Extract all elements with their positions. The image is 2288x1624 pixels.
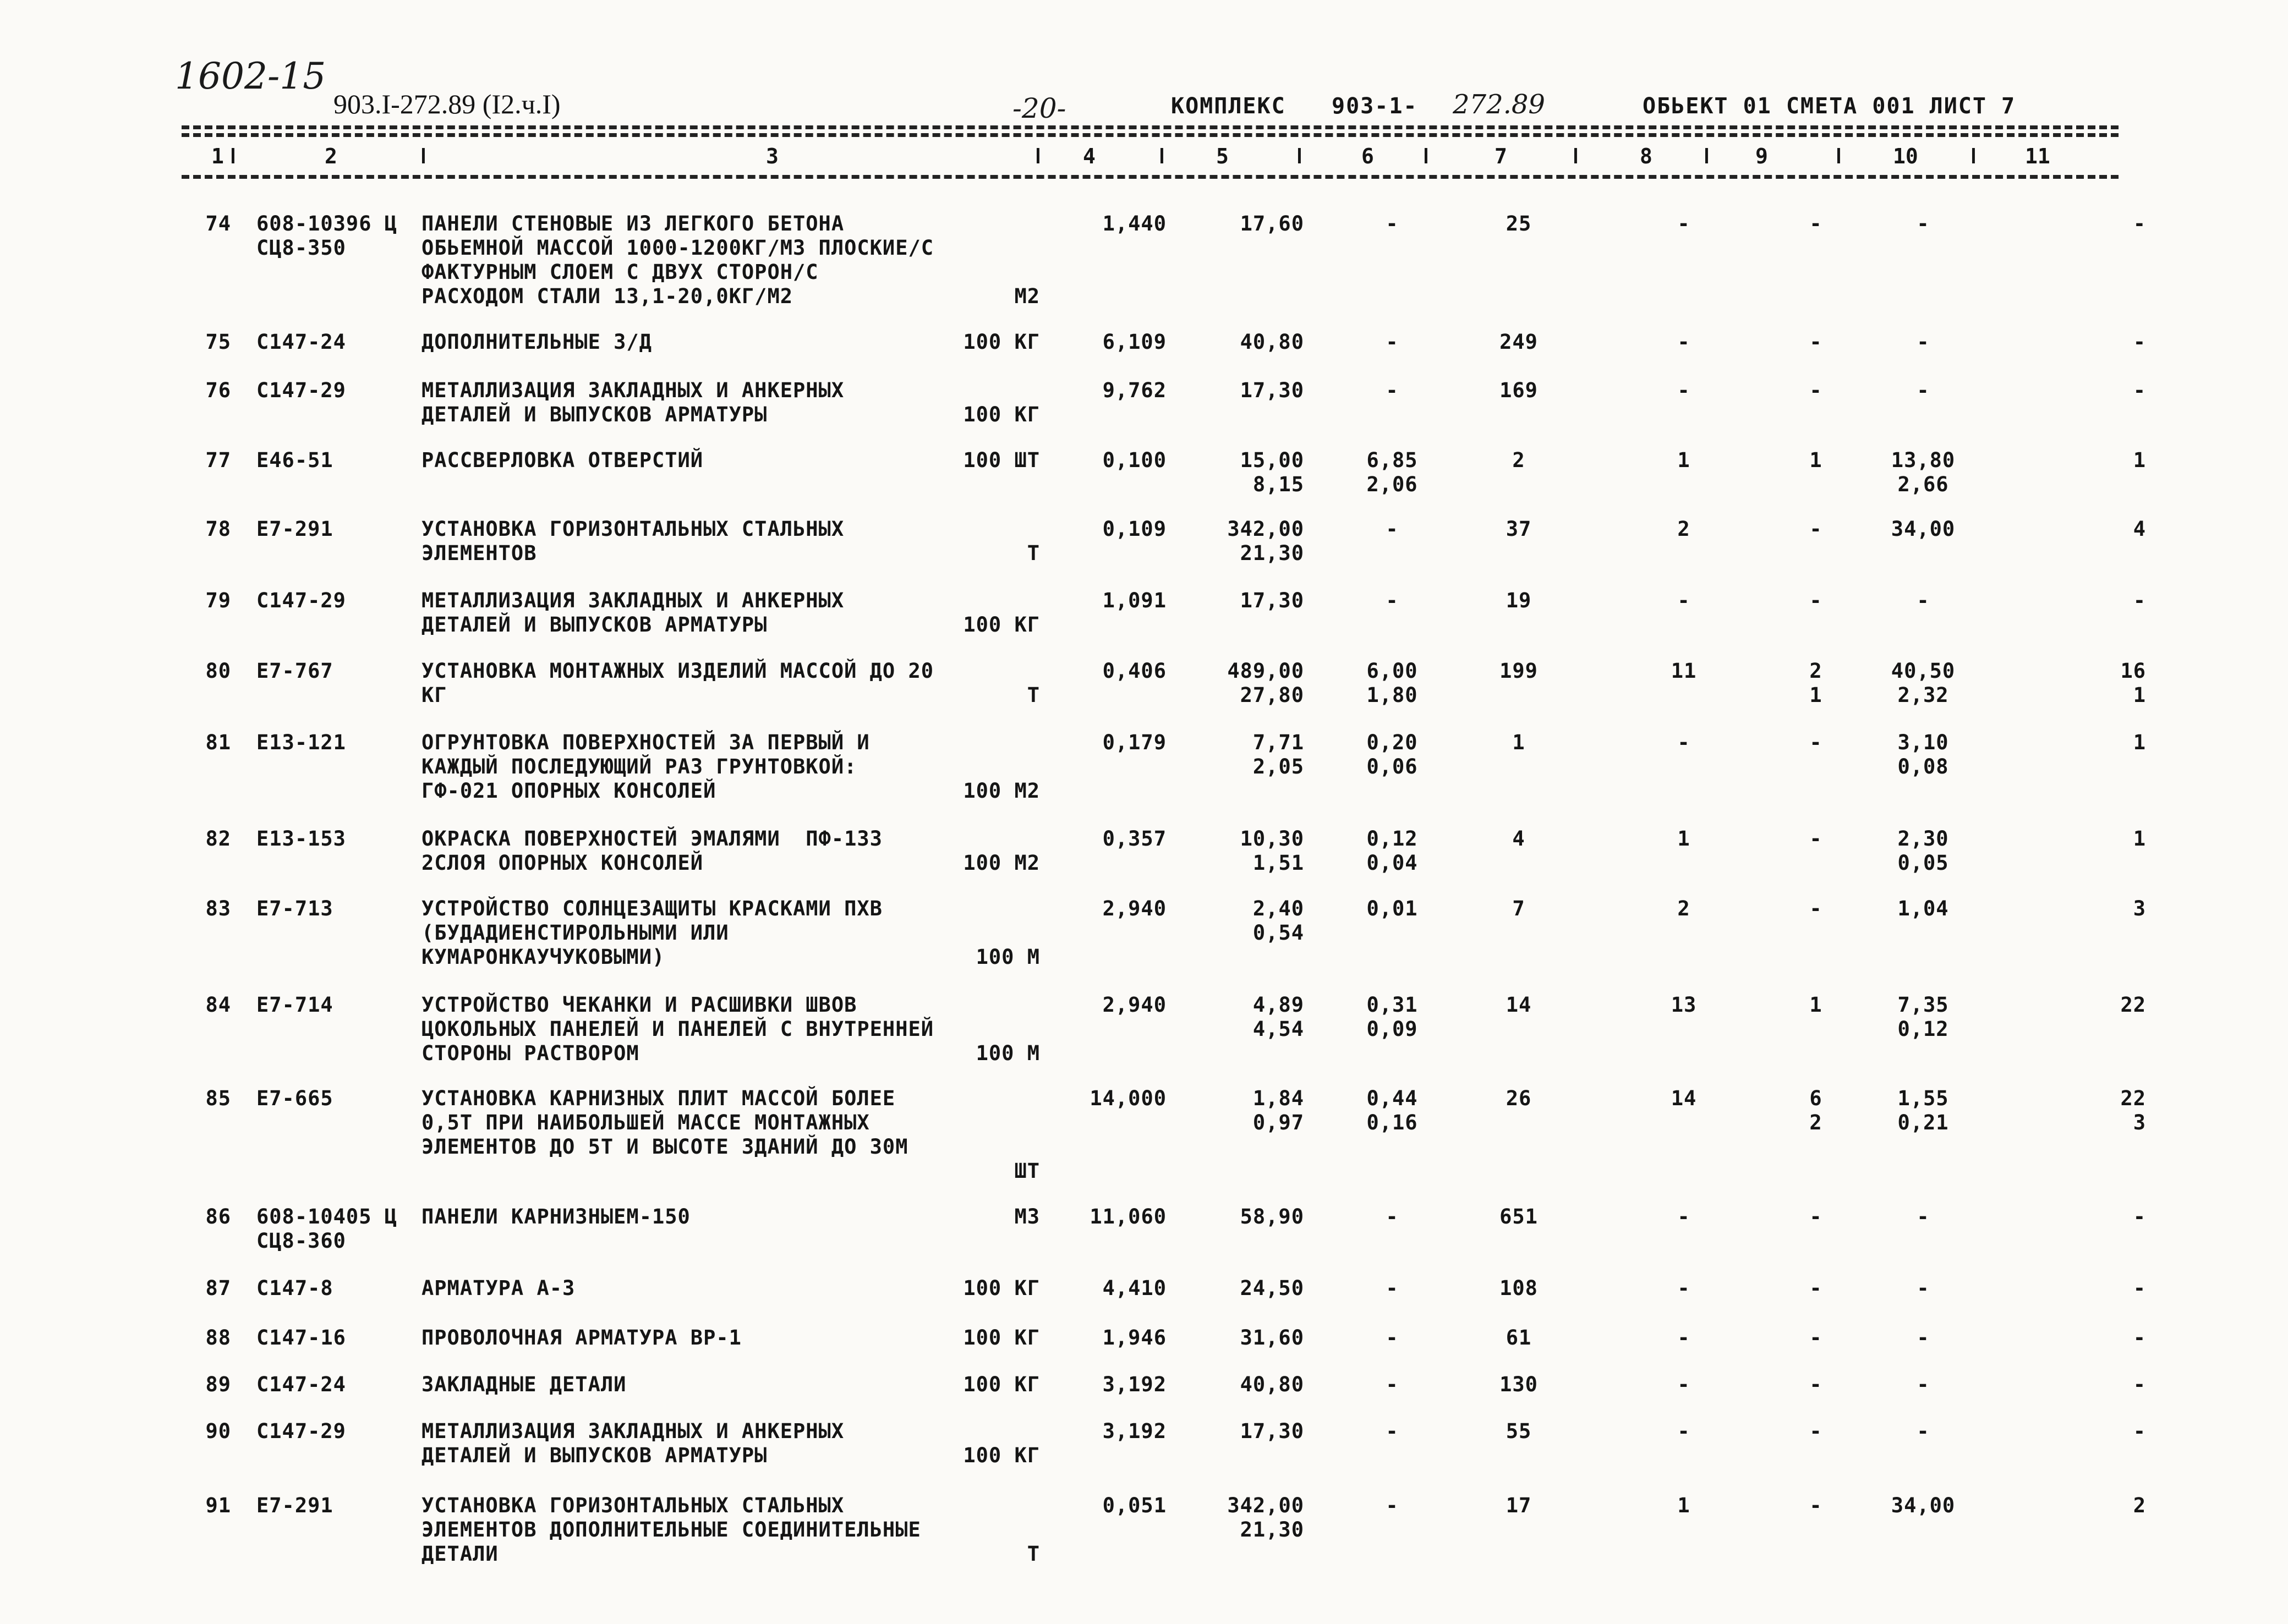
row-number: 76 xyxy=(205,378,231,402)
unit-cost: 15,00 8,15 xyxy=(1240,448,1304,496)
col-10-value: 13,80 2,66 xyxy=(1891,448,1956,496)
handwritten-ref: 1602-15 xyxy=(175,55,326,97)
work-description: ОКРАСКА ПОВЕРХНОСТЕЙ ЭМАЛЯМИ ПФ-133 2СЛОЯ ОПОРНЫХ КОНСОЛЕЙ xyxy=(422,827,883,875)
col-6-value: 0,31 0,09 xyxy=(1366,993,1418,1041)
col-head-3: 3 xyxy=(766,144,779,168)
col-9-value: 6 2 xyxy=(1809,1087,1822,1134)
row-number: 86 xyxy=(205,1205,231,1228)
page-mark: -20- xyxy=(1012,92,1066,124)
work-description: МЕТАЛЛИЗАЦИЯ ЗАКЛАДНЫХ И АНКЕРНЫХ ДЕТАЛЕЙ И ВЫПУСКОВ АРМАТУРЫ xyxy=(422,1419,845,1467)
quantity: 0,051 xyxy=(1102,1494,1167,1517)
col-10-value: - xyxy=(1917,378,1930,402)
work-description: МЕТАЛЛИЗАЦИЯ ЗАКЛАДНЫХ И АНКЕРНЫХ ДЕТАЛЕЙ И ВЫПУСКОВ АРМАТУРЫ xyxy=(422,589,845,637)
row-number: 77 xyxy=(205,448,231,472)
complex-code-handwritten: 272.89 xyxy=(1453,89,1545,120)
norm-code: 608-10405 Ц СЦ8-360 xyxy=(256,1205,398,1253)
col-10-value: - xyxy=(1917,589,1930,612)
col-7-value: 130 xyxy=(1499,1373,1538,1396)
col-head-9: 9 xyxy=(1755,144,1768,168)
col-11-value: - xyxy=(2133,1373,2146,1396)
unit-cost: 40,80 xyxy=(1240,1373,1304,1396)
col-11-value: 1 xyxy=(2133,448,2146,472)
col-6-value: - xyxy=(1386,1494,1399,1517)
col-10-value: - xyxy=(1917,1373,1930,1396)
col-10-value: - xyxy=(1917,330,1930,354)
col-11-value: - xyxy=(2133,212,2146,235)
col-11-value: 1 xyxy=(2133,731,2146,754)
unit-of-measure: 100 КГ xyxy=(963,403,1040,426)
col-8-value: - xyxy=(1677,1326,1690,1349)
col-6-value: - xyxy=(1386,1326,1399,1349)
quantity: 0,357 xyxy=(1102,827,1167,851)
col-11-value: 3 xyxy=(2133,897,2146,920)
unit-cost: 31,60 xyxy=(1240,1326,1304,1349)
col-6-value: - xyxy=(1386,378,1399,402)
unit-cost: 17,30 xyxy=(1240,378,1304,402)
col-head-5: 5 xyxy=(1216,144,1229,168)
unit-cost: 17,30 xyxy=(1240,1419,1304,1443)
col-9-value: 1 xyxy=(1809,993,1822,1017)
col-7-value: 249 xyxy=(1499,330,1538,354)
col-10-value: - xyxy=(1917,1205,1930,1228)
col-11-value: 22 xyxy=(2120,993,2146,1017)
norm-code: Е7-291 xyxy=(256,1494,333,1517)
unit-cost: 58,90 xyxy=(1240,1205,1304,1228)
unit-cost: 4,89 4,54 xyxy=(1252,993,1304,1041)
work-description: РАССВЕРЛОВКА ОТВЕРСТИЙ xyxy=(422,448,704,472)
norm-code: С147-29 xyxy=(256,378,346,402)
col-11-value: - xyxy=(2133,330,2146,354)
col-7-value: 108 xyxy=(1499,1276,1538,1300)
col-10-value: 40,50 2,32 xyxy=(1891,659,1956,707)
doc-title: 903.I-272.89 (I2.ч.I) xyxy=(333,89,561,119)
col-8-value: - xyxy=(1677,330,1690,354)
norm-code: С147-16 xyxy=(256,1326,346,1349)
col-8-value: 2 xyxy=(1677,517,1690,541)
object-info: ОБЬЕКТ 01 СМЕТА 001 ЛИСТ 7 xyxy=(1643,94,2016,119)
quantity: 0,109 xyxy=(1102,517,1167,541)
quantity: 4,410 xyxy=(1102,1276,1167,1300)
col-8-value: - xyxy=(1677,1373,1690,1396)
row-number: 82 xyxy=(205,827,231,851)
work-description: МЕТАЛЛИЗАЦИЯ ЗАКЛАДНЫХ И АНКЕРНЫХ ДЕТАЛЕЙ И ВЫПУСКОВ АРМАТУРЫ xyxy=(422,378,845,426)
complex-label: КОМПЛЕКС xyxy=(1171,94,1286,119)
unit-of-measure: Т xyxy=(1027,541,1040,565)
col-8-value: 1 xyxy=(1677,827,1690,851)
unit-cost: 489,00 27,80 xyxy=(1227,659,1304,707)
norm-code: 608-10396 Ц СЦ8-350 xyxy=(256,212,398,260)
quantity: 1,440 xyxy=(1102,212,1167,235)
col-9-value: 2 1 xyxy=(1809,659,1822,707)
unit-cost: 2,40 0,54 xyxy=(1252,897,1304,945)
quantity: 14,000 xyxy=(1090,1087,1167,1110)
col-8-value: - xyxy=(1677,589,1690,612)
col-head-7: 7 xyxy=(1495,144,1507,168)
col-8-value: 13 xyxy=(1671,993,1697,1017)
header-rule-bottom xyxy=(182,175,2119,179)
header-rule-top xyxy=(182,125,2119,129)
col-7-value: 14 xyxy=(1506,993,1532,1017)
col-7-value: 55 xyxy=(1506,1419,1532,1443)
row-number: 91 xyxy=(205,1494,231,1517)
col-10-value: 2,30 0,05 xyxy=(1897,827,1949,875)
col-6-value: 0,01 xyxy=(1366,897,1418,920)
col-head-4: 4 xyxy=(1083,144,1096,168)
quantity: 3,192 xyxy=(1102,1419,1167,1443)
norm-code: Е7-665 xyxy=(256,1087,333,1110)
col-7-value: 651 xyxy=(1499,1205,1538,1228)
work-description: УСТРОЙСТВО СОЛНЦЕЗАЩИТЫ КРАСКАМИ ПХВ (БУДАДИЕНСТИРОЛЬНЫМИ ИЛИ КУМАРОНКАУЧУКОВЫМИ) xyxy=(422,897,883,969)
col-head-11: 11 xyxy=(2025,144,2050,168)
col-9-value: - xyxy=(1809,1205,1822,1228)
row-number: 88 xyxy=(205,1326,231,1349)
work-description: ЗАКЛАДНЫЕ ДЕТАЛИ xyxy=(422,1373,627,1396)
unit-cost: 17,30 xyxy=(1240,589,1304,612)
quantity: 0,179 xyxy=(1102,731,1167,754)
col-6-value: - xyxy=(1386,330,1399,354)
col-8-value: - xyxy=(1677,378,1690,402)
unit-cost: 342,00 21,30 xyxy=(1227,1494,1304,1541)
col-6-value: - xyxy=(1386,212,1399,235)
col-6-value: - xyxy=(1386,589,1399,612)
work-description: ОГРУНТОВКА ПОВЕРХНОСТЕЙ ЗА ПЕРВЫЙ И КАЖДЫЙ ПОСЛЕДУЮЩИЙ РАЗ ГРУНТОВКОЙ: ГФ-021 ОПОРНЫХ КОНСОЛЕЙ xyxy=(422,731,870,803)
col-11-value: - xyxy=(2133,1205,2146,1228)
col-10-value: - xyxy=(1917,1276,1930,1300)
col-7-value: 4 xyxy=(1512,827,1525,851)
quantity: 0,406 xyxy=(1102,659,1167,683)
col-6-value: 0,20 0,06 xyxy=(1366,731,1418,778)
col-9-value: - xyxy=(1809,827,1822,851)
unit-of-measure: Т xyxy=(1027,683,1040,707)
col-head-1: 1 xyxy=(211,144,224,168)
col-6-value: 0,12 0,04 xyxy=(1366,827,1418,875)
complex-code: 903-1- xyxy=(1332,94,1418,119)
col-9-value: - xyxy=(1809,378,1822,402)
norm-code: С147-8 xyxy=(256,1276,333,1300)
col-head-6: 6 xyxy=(1361,144,1374,168)
row-number: 75 xyxy=(205,330,231,354)
col-7-value: 1 xyxy=(1512,731,1525,754)
work-description: УСТРОЙСТВО ЧЕКАНКИ И РАСШИВКИ ШВОВ ЦОКОЛЬНЫХ ПАНЕЛЕЙ И ПАНЕЛЕЙ С ВНУТРЕННЕЙ СТОРОНЫ РАСТВОРОМ xyxy=(422,993,934,1065)
col-11-value: 4 xyxy=(2133,517,2146,541)
col-8-value: - xyxy=(1677,1419,1690,1443)
col-7-value: 17 xyxy=(1506,1494,1532,1517)
row-number: 78 xyxy=(205,517,231,541)
work-description: УСТАНОВКА ГОРИЗОНТАЛЬНЫХ СТАЛЬНЫХ ЭЛЕМЕНТОВ ДОПОЛНИТЕЛЬНЫЕ СОЕДИНИТЕЛЬНЫЕ ДЕТАЛИ xyxy=(422,1494,921,1566)
work-description: ПАНЕЛИ СТЕНОВЫЕ ИЗ ЛЕГКОГО БЕТОНА ОБЬЕМНОЙ МАССОЙ 1000-1200КГ/М3 ПЛОСКИЕ/С ФАКТУРНЫМ СЛОЕМ С ДВУХ СТОРОН/С РАСХОДОМ СТАЛИ 13,1-20,0КГ/М2 xyxy=(422,212,934,308)
col-7-value: 169 xyxy=(1499,378,1538,402)
col-9-value: - xyxy=(1809,1494,1822,1517)
work-description: ДОПОЛНИТЕЛЬНЫЕ З/Д xyxy=(422,330,652,354)
quantity: 2,940 xyxy=(1102,897,1167,920)
col-9-value: - xyxy=(1809,1419,1822,1443)
row-number: 90 xyxy=(205,1419,231,1443)
row-number: 87 xyxy=(205,1276,231,1300)
unit-of-measure: 100 КГ xyxy=(963,1444,1040,1467)
col-10-value: - xyxy=(1917,1326,1930,1349)
col-10-value: - xyxy=(1917,1419,1930,1443)
col-8-value: 2 xyxy=(1677,897,1690,920)
norm-code: Е7-767 xyxy=(256,659,333,683)
col-9-value: - xyxy=(1809,517,1822,541)
unit-cost: 7,71 2,05 xyxy=(1252,731,1304,778)
col-head-2: 2 xyxy=(325,144,337,168)
unit-of-measure: 100 КГ xyxy=(963,330,1040,354)
col-9-value: - xyxy=(1809,897,1822,920)
row-number: 84 xyxy=(205,993,231,1017)
col-9-value: - xyxy=(1809,212,1822,235)
col-head-8: 8 xyxy=(1640,144,1652,168)
unit-cost: 40,80 xyxy=(1240,330,1304,354)
col-7-value: 25 xyxy=(1506,212,1532,235)
unit-cost: 1,84 0,97 xyxy=(1252,1087,1304,1134)
col-8-value: 1 xyxy=(1677,1494,1690,1517)
quantity: 9,762 xyxy=(1102,378,1167,402)
col-6-value: 6,00 1,80 xyxy=(1366,659,1418,707)
unit-of-measure: 100 М xyxy=(976,945,1040,969)
quantity: 3,192 xyxy=(1102,1373,1167,1396)
norm-code: Е7-291 xyxy=(256,517,333,541)
col-9-value: - xyxy=(1809,731,1822,754)
unit-of-measure: М3 xyxy=(1014,1205,1040,1228)
col-7-value: 7 xyxy=(1512,897,1525,920)
header-rule-top-2 xyxy=(182,133,2119,137)
unit-of-measure: 100 КГ xyxy=(963,1276,1040,1300)
row-number: 79 xyxy=(205,589,231,612)
col-11-value: - xyxy=(2133,1276,2146,1300)
norm-code: С147-29 xyxy=(256,589,346,612)
col-6-value: 6,85 2,06 xyxy=(1366,448,1418,496)
unit-of-measure: 100 М xyxy=(976,1041,1040,1065)
unit-of-measure: ШТ xyxy=(1014,1159,1040,1183)
norm-code: Е13-153 xyxy=(256,827,346,851)
col-7-value: 19 xyxy=(1506,589,1532,612)
unit-cost: 24,50 xyxy=(1240,1276,1304,1300)
col-11-value: 2 xyxy=(2133,1494,2146,1517)
unit-of-measure: Т xyxy=(1027,1542,1040,1566)
col-7-value: 26 xyxy=(1506,1087,1532,1110)
quantity: 2,940 xyxy=(1102,993,1167,1017)
col-6-value: - xyxy=(1386,517,1399,541)
col-11-value: - xyxy=(2133,1419,2146,1443)
col-10-value: 3,10 0,08 xyxy=(1897,731,1949,778)
col-7-value: 61 xyxy=(1506,1326,1532,1349)
col-6-value: - xyxy=(1386,1419,1399,1443)
norm-code: Е7-714 xyxy=(256,993,333,1017)
work-description: УСТАНОВКА ГОРИЗОНТАЛЬНЫХ СТАЛЬНЫХ ЭЛЕМЕНТОВ xyxy=(422,517,845,565)
col-6-value: - xyxy=(1386,1276,1399,1300)
unit-of-measure: 100 ШТ xyxy=(963,448,1040,472)
unit-of-measure: 100 КГ xyxy=(963,1326,1040,1349)
quantity: 1,946 xyxy=(1102,1326,1167,1349)
unit-of-measure: 100 М2 xyxy=(963,851,1040,875)
col-9-value: - xyxy=(1809,1326,1822,1349)
col-11-value: - xyxy=(2133,589,2146,612)
col-8-value: 11 xyxy=(1671,659,1697,683)
col-11-value: 22 3 xyxy=(2120,1087,2146,1134)
col-9-value: - xyxy=(1809,330,1822,354)
col-7-value: 199 xyxy=(1499,659,1538,683)
col-6-value: 0,44 0,16 xyxy=(1366,1087,1418,1134)
col-8-value: 1 xyxy=(1677,448,1690,472)
col-10-value: - xyxy=(1917,212,1930,235)
col-6-value: - xyxy=(1386,1373,1399,1396)
col-head-10: 10 xyxy=(1893,144,1918,168)
col-8-value: - xyxy=(1677,731,1690,754)
work-description: УСТАНОВКА КАРНИЗНЫХ ПЛИТ МАССОЙ БОЛЕЕ 0,5Т ПРИ НАИБОЛЬШЕЙ МАССЕ МОНТАЖНЫХ ЭЛЕМЕНТОВ ДО 5Т И ВЫСОТЕ ЗДАНИЙ ДО 30М xyxy=(422,1087,908,1159)
col-8-value: 14 xyxy=(1671,1087,1697,1110)
col-9-value: - xyxy=(1809,589,1822,612)
col-8-value: - xyxy=(1677,1205,1690,1228)
norm-code: С147-24 xyxy=(256,1373,346,1396)
norm-code: Е46-51 xyxy=(256,448,333,472)
unit-of-measure: 100 КГ xyxy=(963,613,1040,637)
col-11-value: 1 xyxy=(2133,827,2146,851)
col-9-value: - xyxy=(1809,1373,1822,1396)
work-description: УСТАНОВКА МОНТАЖНЫХ ИЗДЕЛИЙ МАССОЙ ДО 20 КГ xyxy=(422,659,934,707)
unit-of-measure: М2 xyxy=(1014,284,1040,308)
col-11-value: - xyxy=(2133,378,2146,402)
col-8-value: - xyxy=(1677,1276,1690,1300)
quantity: 11,060 xyxy=(1090,1205,1167,1228)
col-10-value: 1,04 xyxy=(1897,897,1949,920)
norm-code: С147-24 xyxy=(256,330,346,354)
unit-of-measure: 100 КГ xyxy=(963,1373,1040,1396)
row-number: 85 xyxy=(205,1087,231,1110)
col-11-value: - xyxy=(2133,1326,2146,1349)
col-9-value: - xyxy=(1809,1276,1822,1300)
col-10-value: 34,00 xyxy=(1891,1494,1956,1517)
row-number: 89 xyxy=(205,1373,231,1396)
row-number: 81 xyxy=(205,731,231,754)
col-8-value: - xyxy=(1677,212,1690,235)
quantity: 6,109 xyxy=(1102,330,1167,354)
col-10-value: 7,35 0,12 xyxy=(1897,993,1949,1041)
document-page: 1602-15 903.I-272.89 (I2.ч.I) -20- КОМПЛЕКС 903-1- 272.89 ОБЬЕКТ 01 СМЕТА 001 ЛИСТ 7 1 ǀ 2 ǀ 3 ǀ 4 ǀ 5 ǀ 6 ǀ 7 ǀ 8 ǀ 9 ǀ 10 ǀ 11 74 608-10396 Ц СЦ8-350 ПАНЕЛИ СТЕНОВЫЕ ИЗ ЛЕГКОГО БЕТОНА ОБЬЕМНОЙ МАССОЙ 1000-1200КГ/М3 ПЛОСКИЕ/С ФАКТУРНЫМ СЛОЕМ С ДВУХ СТОРОН/С РАСХОДОМ СТАЛИ 13,1-20,0КГ/М2 М2 1,440 17,60 - 25 - - - - 75 С147-24 ДОПОЛНИТЕЛЬНЫЕ З/Д 100 КГ 6,109 40,80 - 249 - - - - 76 С147-29 МЕТАЛЛИЗАЦИЯ ЗАКЛАДНЫХ И АНКЕРНЫХ ДЕТАЛЕЙ И ВЫПУСКОВ АРМАТУРЫ 100 КГ 9,762 17,30 - 169 - - - - 77 Е46-51 РАССВЕРЛОВКА ОТВЕРСТИЙ 100 ШТ 0,100 15,00 8,15 6,85 2,06 2 1 1 13,80 2,66 1 78 Е7-291 УСТАНОВКА ГОРИЗОНТАЛЬНЫХ СТАЛЬНЫХ ЭЛЕМЕНТОВ Т 0,109 342,00 21,30 - 37 2 - 34,00 4 79 С147-29 МЕТАЛЛИЗАЦИЯ ЗАКЛАДНЫХ И АНКЕРНЫХ ДЕТАЛЕЙ И ВЫПУСКОВ АРМАТУРЫ 100 КГ 1,091 17,30 - 19 - - - - 80 Е7-767 УСТАНОВКА МОНТАЖНЫХ ИЗДЕЛИЙ МАССОЙ ДО 20 КГ Т 0,406 489,00 27,80 6,00 1,80 199 11 2 1 40,50 2,32 16 1 81 Е13-121 ОГРУНТОВКА ПОВЕРХНОСТЕЙ ЗА ПЕРВЫЙ И КАЖДЫЙ ПОСЛЕДУЮЩИЙ РАЗ ГРУНТОВКОЙ: ГФ-021 ОПОРНЫХ КОНСОЛЕЙ 100 М2 0,179 7,71 2,05 0,20 0,06 1 - - 3,10 0,08 1 82 Е13-153 ОКРАСКА ПОВЕРХНОСТЕЙ ЭМАЛЯМИ ПФ-133 2СЛОЯ ОПОРНЫХ КОНСОЛЕЙ 100 М2 0,357 10,30 1,51 0,12 0,04 4 1 - 2,30 0,05 1 83 Е7-713 УСТРОЙСТВО СОЛНЦЕЗАЩИТЫ КРАСКАМИ ПХВ (БУДАДИЕНСТИРОЛЬНЫМИ ИЛИ КУМАРОНКАУЧУКОВЫМИ) 100 М 2,940 2,40 0,54 0,01 7 2 - 1,04 3 84 Е7-714 УСТРОЙСТВО ЧЕКАНКИ И РАСШИВКИ ШВОВ ЦОКОЛЬНЫХ ПАНЕЛЕЙ И ПАНЕЛЕЙ С ВНУТРЕННЕЙ СТОРОНЫ РАСТВОРОМ 100 М 2,940 4,89 4,54 0,31 0,09 14 13 1 7,35 0,12 22 85 Е7-665 УСТАНОВКА КАРНИЗНЫХ ПЛИТ МАССОЙ БОЛЕЕ 0,5Т ПРИ НАИБОЛЬШЕЙ МАССЕ МОНТАЖНЫХ ЭЛЕМЕНТОВ ДО 5Т И ВЫСОТЕ ЗДАНИЙ ДО 30М ШТ 14,000 1,84 0,97 0,44 0,16 26 14 6 2 1,55 0,21 22 3 86 608-10405 Ц СЦ8-360 ПАНЕЛИ КАРНИЗНЫЕМ-150 М3 11,060 58,90 - 651 - - - - 87 С147-8 АРМАТУРА А-3 100 КГ 4,410 24,50 - 108 - - - - 88 С147-16 ПРОВОЛОЧНАЯ АРМАТУРА ВР-1 100 КГ 1,946 31,60 - 61 - - - - 89 С147-24 ЗАКЛАДНЫЕ ДЕТАЛИ 100 КГ 3,192 40,80 - 130 - - - - 90 С147-29 МЕТАЛЛИЗАЦИЯ ЗАКЛАДНЫХ И АНКЕРНЫХ ДЕТАЛЕЙ И ВЫПУСКОВ АРМАТУРЫ 100 КГ 3,192 17,30 - 55 - - - - 91 Е7-291 УСТАНОВКА ГОРИЗОНТАЛЬНЫХ СТАЛЬНЫХ ЭЛЕМЕНТОВ ДОПОЛНИТЕЛЬНЫЕ СОЕДИНИТЕЛЬНЫЕ ДЕТАЛИ Т 0,051 342,00 21,30 - 17 1 - 34,00 2 xyxy=(175,55,2146,1566)
work-description: ПАНЕЛИ КАРНИЗНЫЕМ-150 xyxy=(422,1205,691,1228)
norm-code: С147-29 xyxy=(256,1419,346,1443)
col-11-value: 16 1 xyxy=(2120,659,2146,707)
unit-of-measure: 100 М2 xyxy=(963,779,1040,803)
unit-cost: 17,60 xyxy=(1240,212,1304,235)
col-7-value: 2 xyxy=(1512,448,1525,472)
work-description: АРМАТУРА А-3 xyxy=(422,1276,576,1300)
norm-code: Е7-713 xyxy=(256,897,333,920)
norm-code: Е13-121 xyxy=(256,731,346,754)
col-7-value: 37 xyxy=(1506,517,1532,541)
row-number: 83 xyxy=(205,897,231,920)
unit-cost: 342,00 21,30 xyxy=(1227,517,1304,565)
work-description: ПРОВОЛОЧНАЯ АРМАТУРА ВР-1 xyxy=(422,1326,742,1349)
unit-cost: 10,30 1,51 xyxy=(1240,827,1304,875)
col-9-value: 1 xyxy=(1809,448,1822,472)
row-number: 80 xyxy=(205,659,231,683)
quantity: 1,091 xyxy=(1102,589,1167,612)
row-number: 74 xyxy=(205,212,231,235)
quantity: 0,100 xyxy=(1102,448,1167,472)
col-10-value: 1,55 0,21 xyxy=(1897,1087,1949,1134)
col-6-value: - xyxy=(1386,1205,1399,1228)
col-10-value: 34,00 xyxy=(1891,517,1956,541)
